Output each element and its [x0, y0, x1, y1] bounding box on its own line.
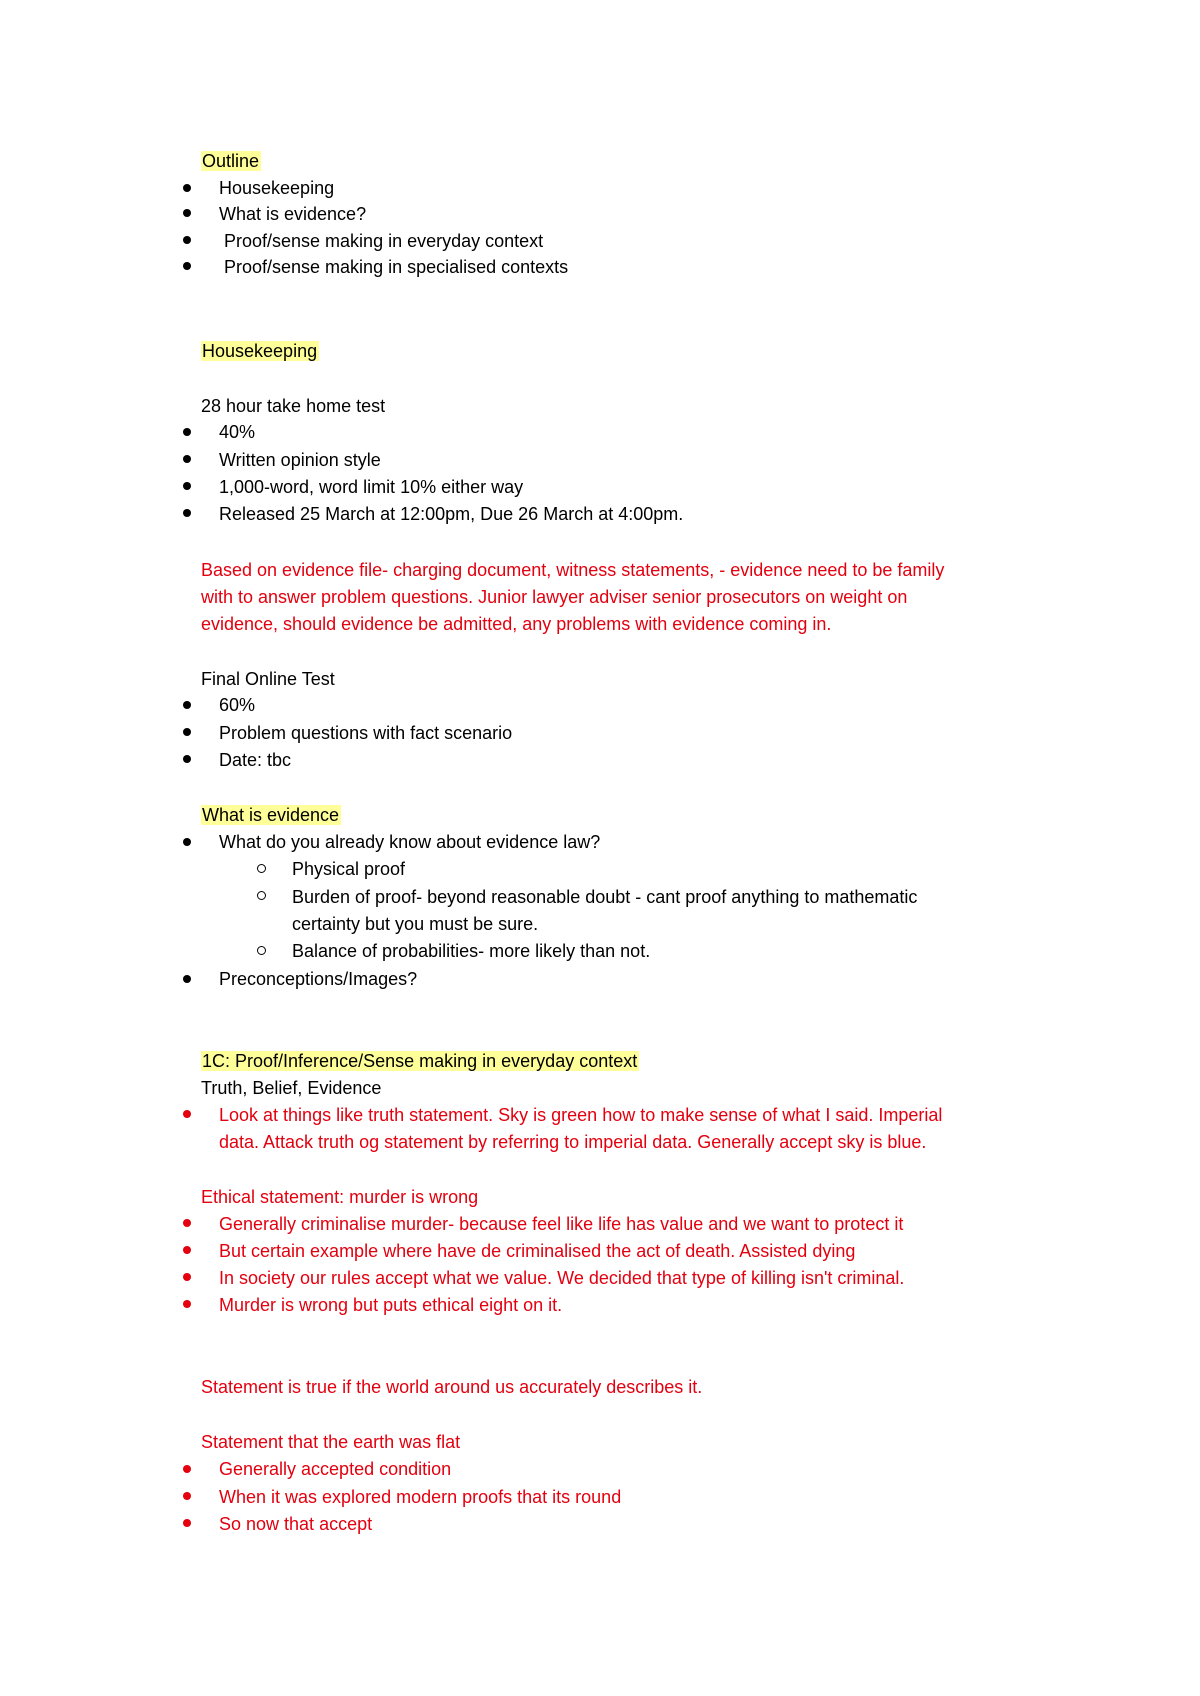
ethical-item: In society our rules accept what we value. We decided that type of killing isn't criminal.: [219, 1268, 905, 1288]
bullet-icon: [183, 1273, 191, 1281]
bullet-icon: [183, 1300, 191, 1308]
bullet-icon: [183, 1219, 191, 1227]
flat-title: Statement that the earth was flat: [201, 1432, 461, 1452]
flat-item: Generally accepted condition: [219, 1459, 452, 1479]
statement-true: Statement is true if the world around us accurately describes it.: [201, 1377, 703, 1397]
note-line: with to answer problem questions. Junior lawyer adviser senior prosecutors on weight on: [201, 587, 908, 607]
test-item: Written opinion style: [219, 450, 381, 470]
ethical-item: Generally criminalise murder- because feel like life has value and we want to protect it: [219, 1214, 904, 1234]
circle-bullet-icon: [257, 891, 266, 900]
bullet-icon: [183, 236, 191, 244]
housekeeping-heading: Housekeeping: [202, 341, 318, 361]
flat-item: So now that accept: [219, 1514, 373, 1534]
circle-bullet-icon: [257, 864, 266, 873]
evidence-sub-item: certainty but you must be sure.: [292, 914, 539, 934]
final-test-title: Final Online Test: [201, 669, 335, 689]
bullet-icon: [183, 184, 191, 192]
test-item: 1,000-word, word limit 10% either way: [219, 477, 524, 497]
bullet-icon: [183, 701, 191, 709]
bullet-icon: [183, 838, 191, 846]
bullet-icon: [183, 209, 191, 217]
outline-item: Proof/sense making in specialised contexts: [224, 257, 569, 277]
bullet-icon: [183, 482, 191, 490]
evidence-sub-item: Burden of proof- beyond reasonable doubt - cant proof anything to mathematic: [292, 887, 918, 907]
bullet-icon: [183, 975, 191, 983]
evidence-heading: What is evidence: [202, 805, 340, 825]
bullet-icon: [183, 455, 191, 463]
ethical-item: But certain example where have de criminalised the act of death. Assisted dying: [219, 1241, 856, 1261]
outline-heading: Outline: [202, 151, 260, 171]
bullet-icon: [183, 428, 191, 436]
final-item: 60%: [219, 695, 256, 715]
bullet-icon: [183, 1110, 191, 1118]
bullet-icon: [183, 755, 191, 763]
section-1c-subtitle: Truth, Belief, Evidence: [201, 1078, 382, 1098]
evidence-item: What do you already know about evidence law?: [219, 832, 601, 852]
bullet-icon: [183, 1519, 191, 1527]
bullet-icon: [183, 509, 191, 517]
flat-item: When it was explored modern proofs that its round: [219, 1487, 622, 1507]
ethical-item: Murder is wrong but puts ethical eight on it.: [219, 1295, 563, 1315]
truth-line: Look at things like truth statement. Sky is green how to make sense of what I said. Imperial: [219, 1105, 943, 1125]
outline-item: Proof/sense making in everyday context: [224, 231, 544, 251]
test-item: 40%: [219, 422, 256, 442]
evidence-item: Preconceptions/Images?: [219, 969, 418, 989]
evidence-sub-item: Physical proof: [292, 859, 406, 879]
section-1c-heading: 1C: Proof/Inference/Sense making in everyday context: [202, 1051, 638, 1071]
truth-line: data. Attack truth og statement by referring to imperial data. Generally accept sky is blue.: [219, 1132, 927, 1152]
final-item: Problem questions with fact scenario: [219, 723, 513, 743]
circle-bullet-icon: [257, 946, 266, 955]
bullet-icon: [183, 1465, 191, 1473]
outline-item: What is evidence?: [219, 204, 367, 224]
bullet-icon: [183, 1492, 191, 1500]
test-title: 28 hour take home test: [201, 396, 386, 416]
evidence-sub-item: Balance of probabilities- more likely than not.: [292, 941, 651, 961]
bullet-icon: [183, 262, 191, 270]
bullet-icon: [183, 1246, 191, 1254]
outline-item: Housekeeping: [219, 178, 335, 198]
ethical-title: Ethical statement: murder is wrong: [201, 1187, 479, 1207]
test-item: Released 25 March at 12:00pm, Due 26 March at 4:00pm.: [219, 504, 684, 524]
final-item: Date: tbc: [219, 750, 292, 770]
note-line: evidence, should evidence be admitted, any problems with evidence coming in.: [201, 614, 832, 634]
note-line: Based on evidence file- charging document, witness statements, - evidence need to be family: [201, 560, 945, 580]
bullet-icon: [183, 728, 191, 736]
